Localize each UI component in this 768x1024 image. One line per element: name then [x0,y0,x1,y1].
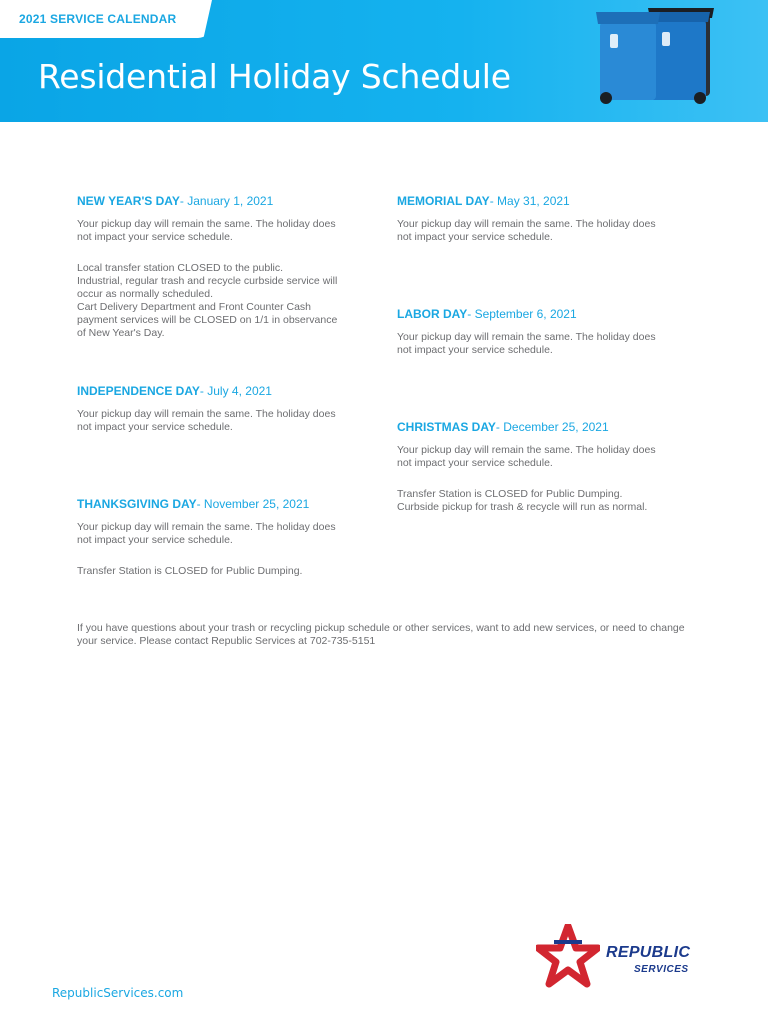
header-banner [0,0,768,122]
page-title: Residential Holiday Schedule [38,57,511,96]
holiday-paragraph: Your pickup day will remain the same. The holiday does not impact your service schedule. [397,444,656,469]
holiday-name: THANKSGIVING DAY [77,497,197,511]
holiday-paragraph: Transfer Station is CLOSED for Public Dumping. Curbside pickup for trash & recycle will run as normal. [397,488,648,513]
holiday-name: LABOR DAY [397,307,468,321]
holiday-paragraph: Your pickup day will remain the same. The holiday does not impact your service schedule. [77,408,336,433]
trash-bins-image [590,2,740,106]
holiday-title [397,307,697,321]
holiday-name: INDEPENDENCE DAY [77,384,200,398]
holiday-paragraph: Your pickup day will remain the same. The holiday does not impact your service schedule. [397,331,656,356]
holiday-date: - December 25, 2021 [495,420,609,434]
calendar-tag-label: 2021 SERVICE CALENDAR [19,12,177,26]
holiday-name: CHRISTMAS DAY [397,420,496,434]
holiday-memorial [397,194,697,262]
holiday-paragraph: Transfer Station is CLOSED for Public Dumping. [77,565,303,577]
holiday-independence [77,384,377,452]
holiday-title [397,194,697,208]
holiday-paragraph: Your pickup day will remain the same. The holiday does not impact your service schedule. [77,521,336,546]
star-logo-icon [536,924,600,988]
holiday-date: - September 6, 2021 [467,307,577,321]
holiday-title [77,384,377,398]
holiday-thanksgiving [77,497,377,596]
holiday-paragraph: Local transfer station CLOSED to the public. Industrial, regular trash and recycle curbside service will occur as normally scheduled. Cart Delivery Department and Front Counter Cash payment services will be CLOSED on 1/1 in observance of New Year's Day. [77,262,338,339]
holiday-name: NEW YEAR'S DAY [77,194,180,208]
holiday-date: - January 1, 2021 [179,194,274,208]
holiday-christmas [397,420,697,532]
holiday-date: - July 4, 2021 [199,384,272,398]
holiday-paragraph: Your pickup day will remain the same. The holiday does not impact your service schedule. [77,218,336,243]
logo-name: REPUBLIC [606,944,691,961]
holiday-date: - May 31, 2021 [489,194,570,208]
republic-services-logo [536,924,726,988]
website-link[interactable]: RepublicServices.com [52,986,184,1000]
holiday-title [397,420,697,434]
holiday-title [77,497,377,511]
logo-subtitle: SERVICES [634,964,689,975]
holiday-labor [397,307,697,375]
holiday-new-years [77,194,377,358]
holiday-name: MEMORIAL DAY [397,194,490,208]
contact-note: If you have questions about your trash or recycling pickup schedule or other services, want to add new services, or need to change your service. Please contact Republic Services at 702-735-5151 [77,622,685,647]
holiday-paragraph: Your pickup day will remain the same. The holiday does not impact your service schedule. [397,218,656,243]
holiday-date: - November 25, 2021 [196,497,310,511]
holiday-title [77,194,377,208]
